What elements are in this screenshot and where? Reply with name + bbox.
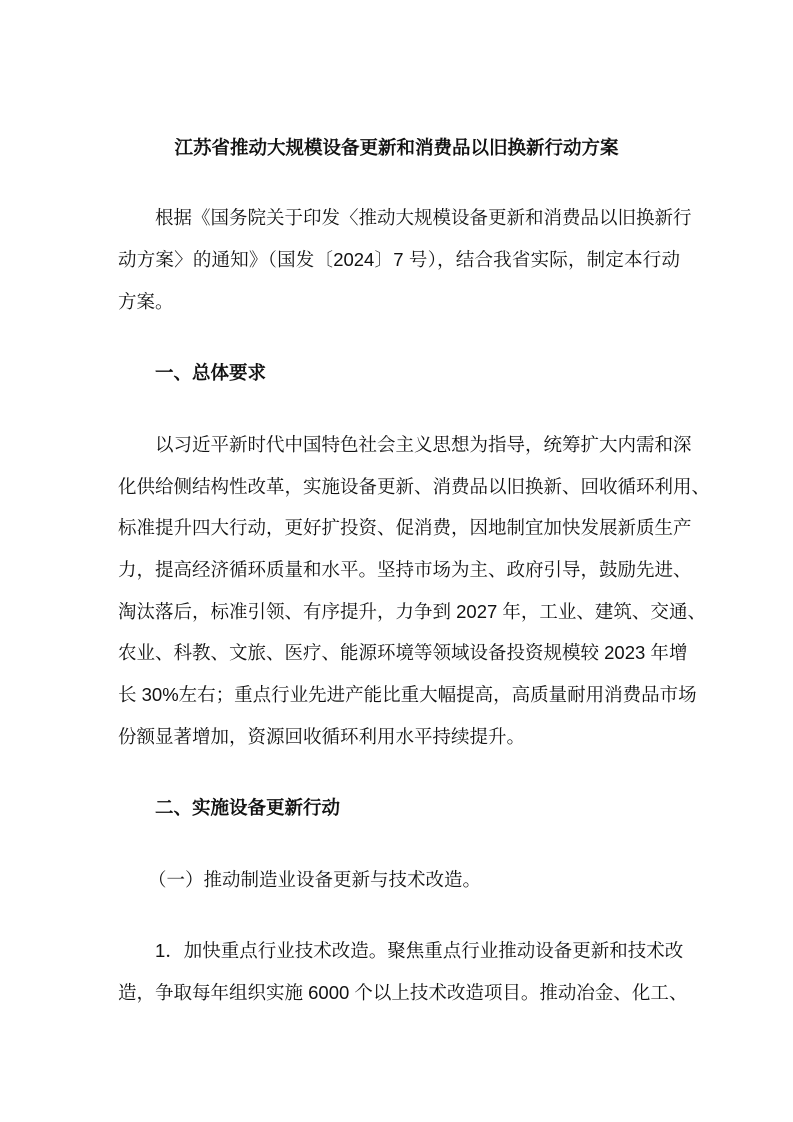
section1-line: 以习近平新时代中国特色社会主义思想为指导，统筹扩大内需和深: [155, 434, 692, 455]
intro-line: 动方案〉的通知》（国发〔2024〕7 号），结合我省实际，制定本行动: [118, 249, 680, 270]
section-heading-1: 一、总体要求: [155, 362, 267, 383]
section1-line: 份额显著增加，资源回收循环利用水平持续提升。: [118, 726, 526, 747]
section1-line: 化供给侧结构性改革，实施设备更新、消费品以旧换新、回收循环利用、: [118, 476, 711, 497]
section1-line: 农业、科教、文旅、医疗、能源环境等领域设备投资规模较 2023 年增: [118, 642, 688, 663]
section1-line: 淘汰落后，标准引领、有序提升，力争到 2027 年，工业、建筑、交通、: [118, 601, 706, 622]
intro-line: 根据《国务院关于印发〈推动大规模设备更新和消费品以旧换新行: [155, 207, 692, 228]
section1-line: 长 30%左右；重点行业先进产能比重大幅提高，高质量耐用消费品市场: [118, 684, 697, 705]
subheading-1: （一）推动制造业设备更新与技术改造。: [148, 869, 482, 890]
section1-line: 标准提升四大行动，更好扩投资、促消费，因地制宜加快发展新质生产: [118, 517, 692, 538]
item1-line: 1．加快重点行业技术改造。聚焦重点行业推动设备更新和技术改: [155, 940, 684, 961]
section1-line: 力，提高经济循环质量和水平。坚持市场为主、政府引导，鼓励先进、: [118, 559, 692, 580]
item1-line: 造，争取每年组织实施 6000 个以上技术改造项目。推动冶金、化工、: [118, 982, 688, 1003]
section-heading-2: 二、实施设备更新行动: [155, 797, 341, 818]
intro-line: 方案。: [118, 291, 174, 312]
document-title: 江苏省推动大规模设备更新和消费品以旧换新行动方案: [174, 137, 619, 158]
